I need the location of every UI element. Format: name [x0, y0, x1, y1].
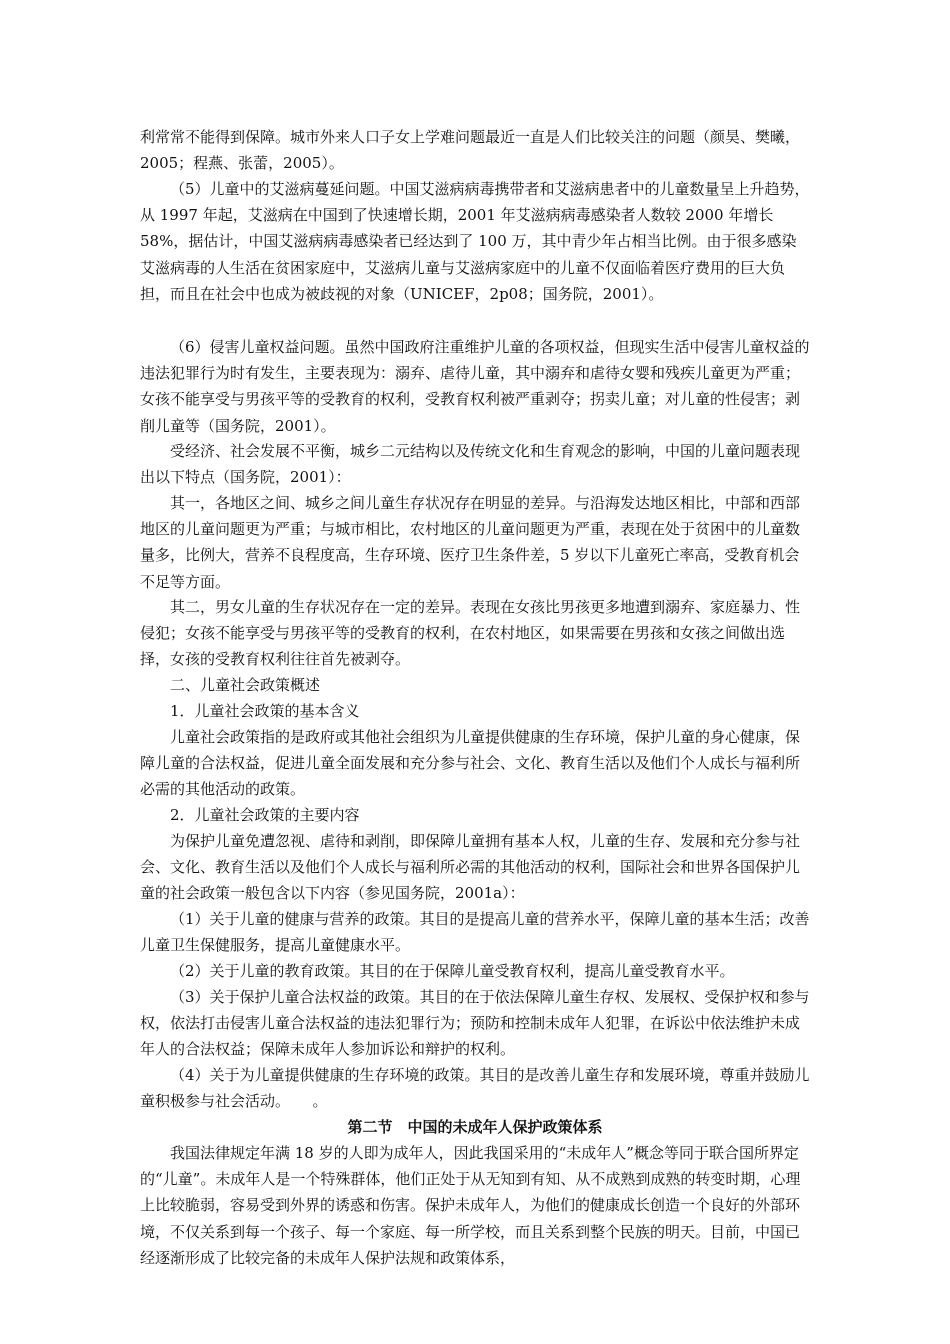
- list-item: （3）关于保护儿童合法权益的政策。其目的在于依法保障儿童生存权、发展权、受保护权和参与权，依法打击侵害儿童合法权益的违法犯罪行为；预防和控制未成年人犯罪，在诉讼中依法维护未成年人的合法权益；保障未成年人参加诉讼和辩护的权利。: [140, 988, 810, 1059]
- paragraph: （5）儿童中的艾滋病蔓延问题。中国艾滋病病毒携带者和艾滋病患者中的儿童数量呈上升趋势，从 1997 年起，艾滋病在中国到了快速增长期，2001 年艾滋病病毒感染者人数较 2000 年增长 58%，据估计，中国艾滋病病毒感染者已经达到了 100 万，其中青少年占相当比例。由于很多感染艾滋病毒的人生活在贫困家庭中，艾滋病儿童与艾滋病家庭中的儿童不仅面临着医疗费用的巨大负担，而且在社会中也成为被歧视的对象（UNICEF，2p08；国务院，2001）。: [140, 180, 810, 303]
- list-item: （1）关于儿童的健康与营养的政策。其目的是提高儿童的营养水平，保障儿童的基本生活；改善儿童卫生保健服务，提高儿童健康水平。: [140, 910, 810, 955]
- subsection-heading: 2．儿童社会政策的主要内容: [170, 806, 360, 824]
- list-item: （4）关于为儿童提供健康的生存环境的政策。其目的是改善儿童生存和发展环境，尊重并鼓励儿童积极参与社会活动。 。: [140, 1066, 810, 1111]
- paragraph: （6）侵害儿童权益问题。虽然中国政府注重维护儿童的各项权益，但现实生活中侵害儿童权益的违法犯罪行为时有发生，主要表现为：溺弃、虐待儿童，其中溺弃和虐待女婴和残疾儿童更为严重；女孩不能享受与男孩平等的受教育的权利，受教育权利被严重剥夺；拐卖儿童；对儿童的性侵害；剥削儿童等（国务院，2001）。: [140, 338, 810, 435]
- list-item: （2）关于儿童的教育政策。其目的在于保障儿童受教育权利，提高儿童受教育水平。: [170, 962, 735, 980]
- paragraph: 我国法律规定年满 18 岁的人即为成年人，因此我国采用的“未成年人”概念等同于联合国所界定的“儿童”。未成年人是一个特殊群体，他们正处于从无知到有知、从不成熟到成熟的转变时期，心理上比较脆弱，容易受到外界的诱惑和伤害。保护未成年人，为他们的健康成长创造一个良好的外部环境，不仅关系到每一个孩子、每一个家庭、每一所学校，而且关系到整个民族的明天。目前，中国已经逐渐形成了比较完备的未成年人保护法规和政策体系，: [140, 1144, 801, 1267]
- paragraph: 为保护儿童免遭忽视、虐待和剥削，即保障儿童拥有基本人权，儿童的生存、发展和充分参与社会、文化、教育生活以及他们个人成长与福利所必需的其他活动的权利，国际社会和世界各国保护儿童的社会政策一般包含以下内容（参见国务院，2001a）：: [140, 832, 801, 903]
- paragraph: 利常常不能得到保障。城市外来人口子女上学难问题最近一直是人们比较关注的问题（颜昊、樊曦，2005；程燕、张蕾，2005）。: [140, 128, 801, 173]
- paragraph: 受经济、社会发展不平衡，城乡二元结构以及传统文化和生育观念的影响，中国的儿童问题表现出以下特点（国务院，2001）：: [140, 442, 801, 487]
- subsection-heading: 二、儿童社会政策概述: [170, 676, 321, 694]
- paragraph: 儿童社会政策指的是政府或其他社会组织为儿童提供健康的生存环境，保护儿童的身心健康，保障儿童的合法权益，促进儿童全面发展和充分参与社会、文化、教育生活以及他们个人成长与福利所必需的其他活动的政策。: [140, 728, 801, 799]
- subsection-heading: 1．儿童社会政策的基本含义: [170, 702, 360, 720]
- section-heading: 第二节 中国的未成年人保护政策体系: [347, 1118, 603, 1136]
- paragraph: 其一，各地区之间、城乡之间儿童生存状况存在明显的差异。与沿海发达地区相比，中部和西部地区的儿童问题更为严重；与城市相比，农村地区的儿童问题更为严重，表现在处于贫困中的儿童数量多，比例大，营养不良程度高，生存环境、医疗卫生条件差，5 岁以下儿童死亡率高，受教育机会不足等方面。: [140, 494, 801, 591]
- paragraph: 其二，男女儿童的生存状况存在一定的差异。表现在女孩比男孩更多地遭到溺弃、家庭暴力、性侵犯；女孩不能享受与男孩平等的受教育的权利，在农村地区，如果需要在男孩和女孩之间做出选择，女孩的受教育权利往往首先被剥夺。: [140, 598, 801, 669]
